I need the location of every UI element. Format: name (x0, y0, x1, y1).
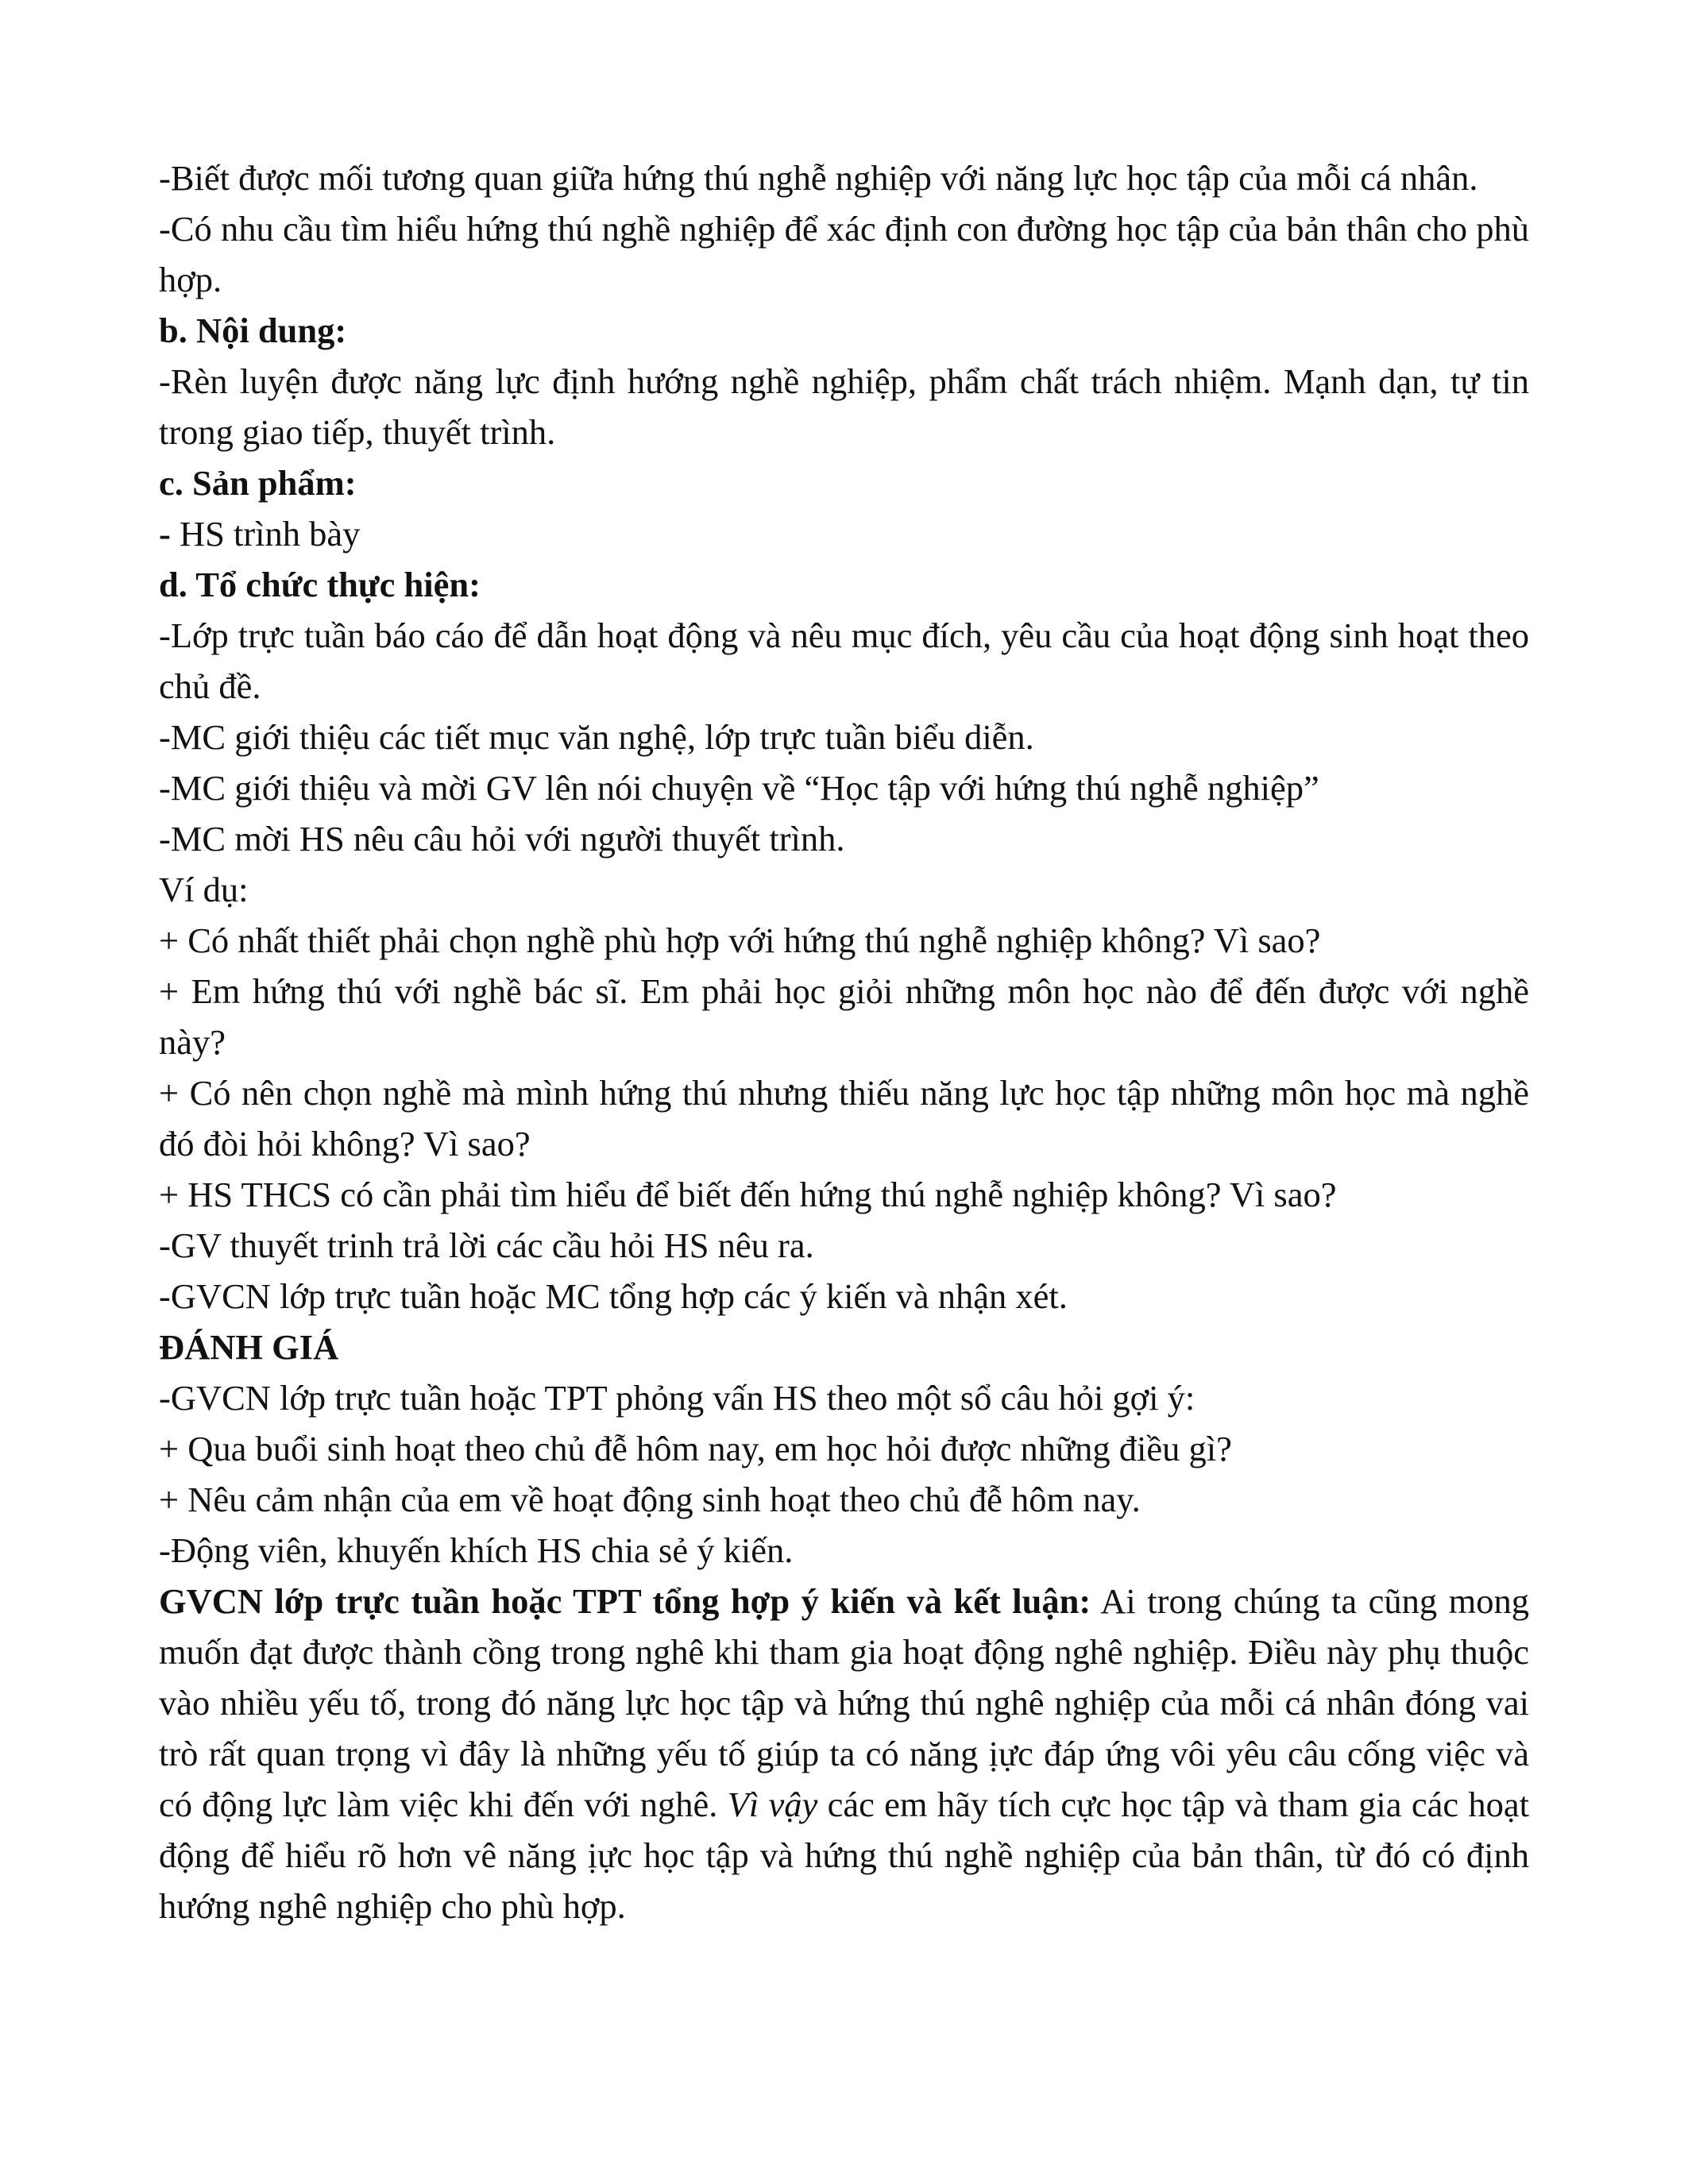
organization-line: Ví dụ: (159, 870, 249, 909)
evaluation-line: -GVCN lớp trực tuần hoặc TPT phỏng vấn HS theo một sổ câu hỏi gợi ý: (159, 1378, 1196, 1418)
organization-line: -GVCN lớp trực tuần hoặc MC tổng hợp các ý kiến và nhận xét. (159, 1276, 1068, 1316)
organization-line: -MC mời HS nêu câu hỏi với người thuyết trình. (159, 819, 845, 859)
organization-line: + Em hứng thú với nghề bác sĩ. Em phải học giỏi những môn học nào để đến được với nghề này? (159, 971, 1529, 1062)
organization-line: -MC giới thiệu các tiết mục văn nghệ, lớp trực tuần biểu diễn. (159, 717, 1034, 757)
product-text: HS trình bày (170, 514, 361, 554)
product-dash: - (159, 514, 171, 554)
conclusion-italic: Vì vậy (727, 1785, 818, 1824)
organization-line: + Có nên chọn nghề mà mình hứng thú nhưng thiếu năng lực học tập những môn học mà nghề đó đòi hỏi không? Vì sao? (159, 1073, 1529, 1163)
conclusion-paragraph (159, 1576, 1529, 1931)
content-paragraph: -Rèn luyện được năng lực định hướng nghề nghiệp, phẩm chất trách nhiệm. Mạnh dạn, tự tin trong giao tiếp, thuyết trình. (159, 361, 1529, 452)
evaluation-line: -Động viên, khuyến khích HS chia sẻ ý kiến. (159, 1530, 794, 1570)
evaluation-heading: ĐÁNH GIÁ (159, 1327, 339, 1367)
organization-heading: d. Tổ chức thực hiện: (159, 565, 481, 604)
document-page (159, 152, 1529, 1931)
conclusion-lead: GVCN lớp trực tuần hoặc TPT tổng hợp ý kiến và kết luận: (159, 1581, 1091, 1621)
objective-paragraph-2: -Có nhu cầu tìm hiểu hứng thú nghề nghiệp để xác định con đường học tập của bản thân cho phù hợp. (159, 209, 1529, 299)
organization-line: + HS THCS có cần phải tìm hiểu để biết đến hứng thú nghễ nghiệp không? Vì sao? (159, 1175, 1337, 1214)
objective-paragraph-1: -Biết được mối tương quan giữa hứng thú nghễ nghiệp với năng lực học tập của mỗi cá nhân. (159, 158, 1478, 198)
content-heading: b. Nội dung: (159, 311, 347, 350)
organization-line: -GV thuyết trinh trả lời các cầu hỏi HS nêu ra. (159, 1225, 814, 1265)
evaluation-line: + Nêu cảm nhận của em về hoạt động sinh hoạt theo chủ đễ hôm nay. (159, 1480, 1141, 1519)
organization-line: -MC giới thiệu và mời GV lên nói chuyện về “Học tập với hứng thú nghễ nghiệp” (159, 768, 1319, 808)
organization-line: -Lớp trực tuần báo cáo để dẫn hoạt động và nêu mục đích, yêu cầu của hoạt động sinh hoạt theo chủ đề. (159, 615, 1529, 706)
organization-line: + Có nhất thiết phải chọn nghề phù hợp với hứng thú nghễ nghiệp không? Vì sao? (159, 920, 1321, 960)
product-paragraph (159, 508, 1529, 559)
product-heading: c. Sản phẩm: (159, 463, 357, 503)
conclusion-text-1: Ai trong chúng ta cũng mong muốn đạt được thành cồng trong nghê khi tham gia hoạt động nghê nghiệp. Điều này phụ thuộc vào nhiều yếu tố, trong đó năng lực học tập và hứng thú nghê nghiệp của mỗi cá nhân đóng vai trò rất quan trọng vì đây là những yếu tố giúp ta có năng ịực đáp ứng vôi yêu câu cống việc và có động lực làm việc khi đến với nghê. (159, 1581, 1529, 1824)
conclusion-text-2: các em hãy tích cực học tập và tham gia các hoạt động để hiểu rõ hơn vê năng ịực học tập và hứng thú nghề nghiệp của bản thân, từ đó có định hướng nghê nghiệp cho phù hợp. (159, 1785, 1529, 1926)
evaluation-line: + Qua buổi sinh hoạt theo chủ đễ hôm nay, em học hỏi được những điều gì? (159, 1429, 1232, 1468)
